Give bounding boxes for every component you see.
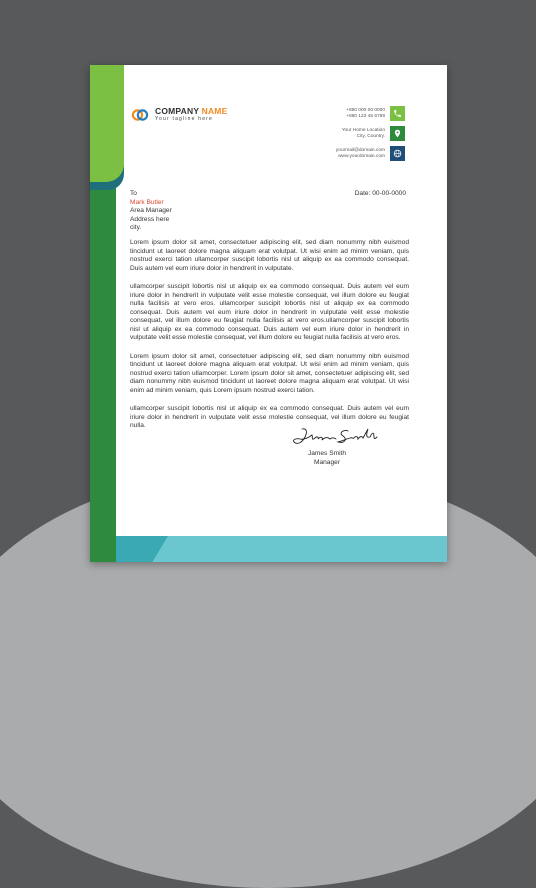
paragraph-1: Lorem ipsum dolor sit amet, consectetuer adipiscing elit, sed diam nonummy nibh euismod tincidunt ut laoreet dolore magna aliquam erat volutpat. Ut wisi enim ad minim veniam, quis nostrud exerci tation ullamcorper suscipit lobortis nisl ut aliquip ex ea commodo consequat. Duis autem vel eum iriure dolor in hendrerit in vulputate. — [130, 239, 409, 272]
company-name-part1: COMPANY — [155, 106, 200, 116]
signer-block — [288, 450, 366, 467]
location-icon — [390, 126, 405, 141]
signer-name: James Smith — [307, 450, 347, 457]
phone-icon — [390, 106, 405, 121]
contact-phone — [346, 108, 385, 120]
interlocking-rings-logo-icon — [131, 106, 149, 124]
address-line-2: City, Country. — [356, 133, 385, 139]
recipient-name: Mark Butler — [130, 198, 164, 206]
letter-date: Date: 00-00-0000 — [354, 190, 406, 197]
contact-address — [342, 128, 385, 140]
sidebar-accent-green — [90, 65, 124, 182]
paragraph-2: ullamcorper suscipit lobortis nisl ut aliquip ex ea commodo consequat. Duis autem vel eum iriure dolor in hendrerit in vulputate velit esse molestie consequat, vel illum dolore eu feugiat nulla facilisis at vero eros. ullamcorper suscipit lobortis nisl ut aliquip ex ea commodo consequat. Duis autem vel eum iriure dolor in hendrerit in vulputate velit esse molestie consequat, vel illum dolore eu feugiat nulla facilisis at vero eros.ullamcorper suscipit lobortis nisl ut aliquip ex ea commodo consequat. Duis autem vel eum iriure dolor in hendrerit in vulputate velit esse molestie consequat, vel illum dolore eu feugiat nulla facilisis at vero eros. — [130, 283, 409, 341]
letter-body — [130, 239, 409, 441]
email-line: yourmail@domain.com — [335, 148, 385, 153]
recipient-city: city. — [130, 224, 142, 231]
website-line: www.yourdomain.com — [338, 153, 385, 159]
company-name-part2: NAME — [201, 106, 228, 116]
signer-title: Manager — [313, 458, 341, 466]
paragraph-4: ullamcorper suscipit lobortis nisl ut aliquip ex ea commodo consequat. Duis autem vel eum iriure dolor in hendrerit in vulputate velit esse molestie consequat, vel illum dolore eu feugiat nulla. — [130, 405, 409, 429]
contact-web — [336, 148, 385, 160]
company-name — [155, 106, 227, 116]
sidebar-bar-dark-green — [90, 173, 116, 562]
phone-line-1: +880 000 00 0000 — [346, 108, 385, 113]
handwritten-signature — [288, 425, 378, 451]
paragraph-3: Lorem ipsum dolor sit amet, consectetuer adipiscing elit, sed diam nonummy nibh euismod tincidunt ut laoreet dolore magna aliquam erat volutpat. Ut wisi enim ad minim veniam, quis nostrud exerci tation ullamcorper. Lorem ipsum dolor sit amet, consectetuer adipiscing elit, sed diam nonummy nibh euismod tincidunt ut laoreet dolore magna aliquam erat volutpat. Ut wisi enim ad minim veniam, quis Lorem ipsum nostrud exerci tation. — [130, 352, 409, 394]
company-tagline: Your tagline here — [155, 116, 214, 122]
phone-line-2: +880 123 45 6789 — [346, 113, 385, 119]
letterhead-page — [90, 65, 447, 562]
globe-icon — [390, 146, 405, 161]
recipient-title: Area Manager — [130, 207, 172, 214]
address-line-1: Your Home Location — [341, 128, 385, 133]
recipient-address: Address here — [130, 215, 170, 223]
to-label: To — [130, 190, 137, 197]
recipient-block — [130, 190, 172, 233]
